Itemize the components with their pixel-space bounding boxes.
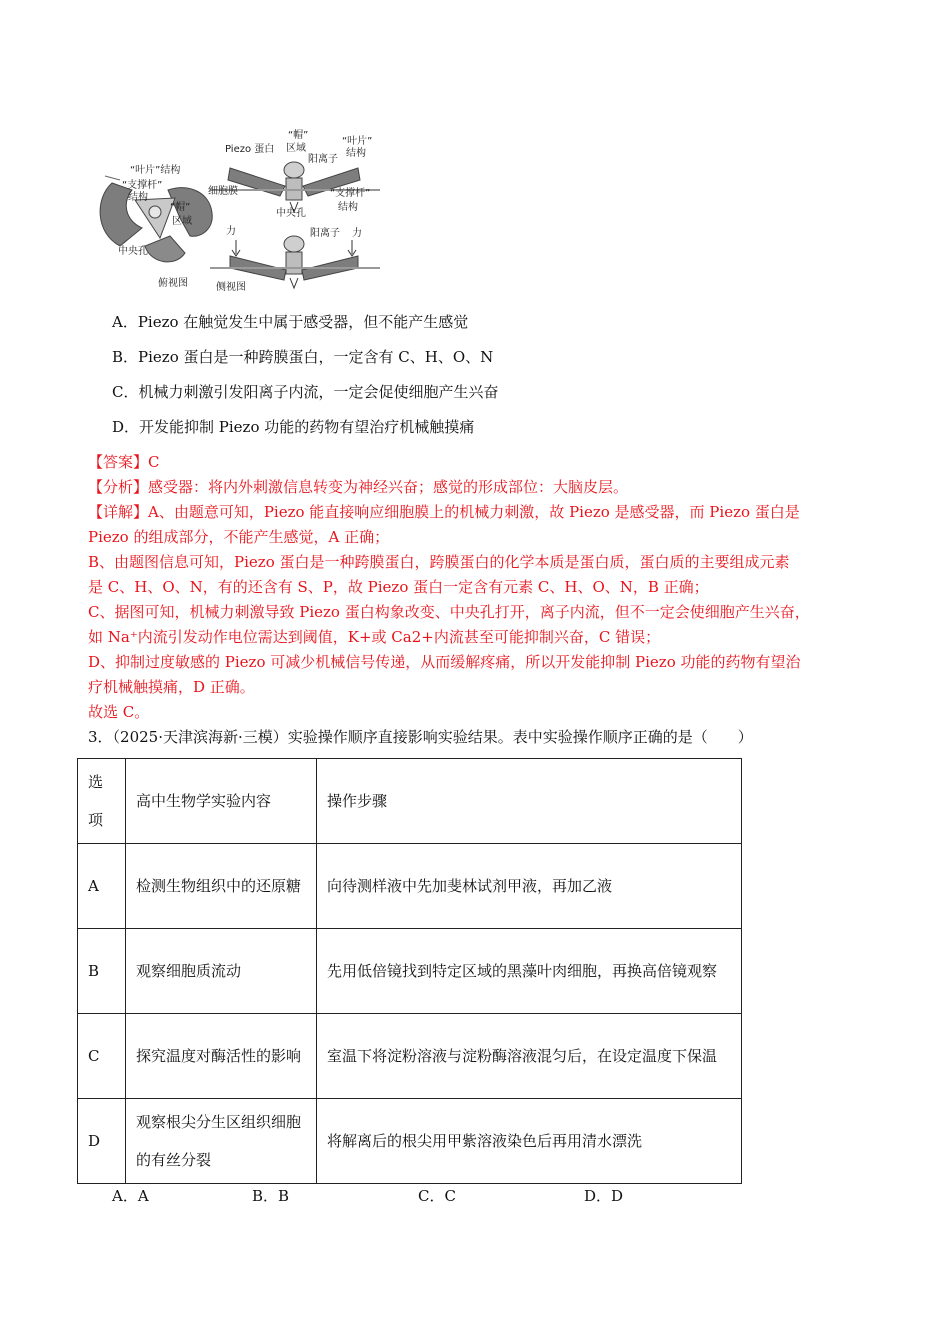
choice-d: D．D [584, 1187, 624, 1205]
label-side-force-left: 力 [226, 226, 236, 237]
label-top-pore: 中央孔 [118, 246, 148, 257]
header-option: 选项 [78, 759, 126, 844]
row-c-content: 探究温度对酶活性的影响 [126, 1014, 317, 1099]
detail-line-7: D、抑制过度敏感的 Piezo 可减少机械信号传递，从而缓解疼痛，所以开发能抑制 Piezo 功能的药物有望治 [88, 653, 801, 671]
detail-line-1: 【详解】A、由题意可知，Piezo 能直接响应细胞膜上的机械力刺激，故 Piezo 是感受器，而 Piezo 蛋白是 [88, 503, 800, 521]
label-top-strut-1: “支撑杆” [122, 180, 163, 191]
row-b-content: 观察细胞质流动 [126, 929, 317, 1014]
conclusion-line: 故选 C。 [88, 703, 150, 721]
row-d-option: D [78, 1099, 126, 1184]
label-side-strut-1: “支撑杆” [330, 188, 371, 199]
label-top-caption: 俯视图 [158, 278, 188, 289]
label-side-membrane: 细胞膜 [208, 186, 238, 197]
detail-line-8: 疗机械触摸痛，D 正确。 [88, 678, 255, 696]
label-side-leaf-2: 结构 [346, 148, 366, 159]
label-side-cap-1: “帽” [288, 130, 309, 141]
piezo-structure-figure [90, 128, 390, 296]
label-side-piezo: Piezo 蛋白 [225, 144, 275, 155]
row-a-content: 检测生物组织中的还原糖 [126, 844, 317, 929]
detail-line-6: 如 Na⁺内流引发动作电位需达到阈值，K+或 Ca2+内流甚至可能抑制兴奋，C 错误； [88, 628, 661, 646]
option-b: B．Piezo 蛋白是一种跨膜蛋白，一定含有 C、H、O、N [112, 348, 494, 366]
option-d: D．开发能抑制 Piezo 功能的药物有望治疗机械触摸痛 [112, 418, 475, 436]
row-d-steps: 将解离后的根尖用甲紫溶液染色后再用清水漂洗 [317, 1099, 742, 1184]
question3-stem: 3．（2025·天津滨海新·三模）实验操作顺序直接影响实验结果。表中实验操作顺序正确的是（ ） [88, 728, 753, 746]
table-row [78, 844, 742, 929]
row-b-option: B [78, 929, 126, 1014]
option-a: A．Piezo 在触觉发生中属于感受器，但不能产生感觉 [112, 313, 469, 331]
piezo-diagram [90, 128, 390, 296]
label-side-cation-2: 阳离子 [310, 228, 340, 239]
label-side-strut-2: 结构 [338, 202, 358, 213]
header-steps: 操作步骤 [317, 759, 742, 844]
answer-line: 【答案】C [88, 453, 160, 471]
option-c: C．机械力刺激引发阳离子内流，一定会促使细胞产生兴奋 [112, 383, 499, 401]
row-d-content: 观察根尖分生区组织细胞的有丝分裂 [126, 1099, 317, 1184]
row-a-steps: 向待测样液中先加斐林试剂甲液，再加乙液 [317, 844, 742, 929]
choice-a: A．A [112, 1187, 149, 1205]
question3-table [77, 758, 742, 1184]
label-side-caption: 侧视图 [216, 282, 246, 293]
label-top-cap-1: “帽” [170, 202, 191, 213]
label-side-force-right: 力 [352, 228, 362, 239]
table-row [78, 929, 742, 1014]
table-row [78, 1014, 742, 1099]
row-c-option: C [78, 1014, 126, 1099]
label-top-strut-2: 结构 [128, 192, 148, 203]
side-view-open [210, 236, 380, 288]
detail-line-3: B、由题图信息可知，Piezo 蛋白是一种跨膜蛋白，跨膜蛋白的化学本质是蛋白质，蛋白质的主要组成元素 [88, 553, 790, 571]
detail-line-4: 是 C、H、O、N，有的还含有 S、P，故 Piezo 蛋白一定含有元素 C、H、O、N，B 正确； [88, 578, 709, 596]
analysis-line: 【分析】感受器：将内外刺激信息转变为神经兴奋；感觉的形成部位：大脑皮层。 [88, 478, 629, 496]
table-row [78, 1099, 742, 1184]
detail-line-2: Piezo 的组成部分，不能产生感觉，A 正确； [88, 528, 390, 546]
label-side-cation: 阳离子 [308, 154, 338, 165]
row-a-option: A [78, 844, 126, 929]
label-side-pore: 中央孔 [276, 208, 306, 219]
header-content: 高中生物学实验内容 [126, 759, 317, 844]
label-side-cap-2: 区域 [286, 143, 306, 154]
label-top-cap-2: 区域 [172, 216, 192, 227]
row-c-steps: 室温下将淀粉溶液与淀粉酶溶液混匀后，在设定温度下保温 [317, 1014, 742, 1099]
row-b-steps: 先用低倍镜找到特定区域的黑藻叶肉细胞，再换高倍镜观察 [317, 929, 742, 1014]
label-top-leaf: “叶片”结构 [130, 165, 181, 176]
choice-c: C．C [418, 1187, 456, 1205]
choice-b: B．B [252, 1187, 290, 1205]
label-side-leaf-1: “叶片” [342, 136, 373, 147]
detail-line-5: C、据图可知，机械力刺激导致 Piezo 蛋白构象改变、中央孔打开，离子内流，但不一定会使细胞产生兴奋， [88, 603, 810, 621]
table-header-row [78, 759, 742, 844]
